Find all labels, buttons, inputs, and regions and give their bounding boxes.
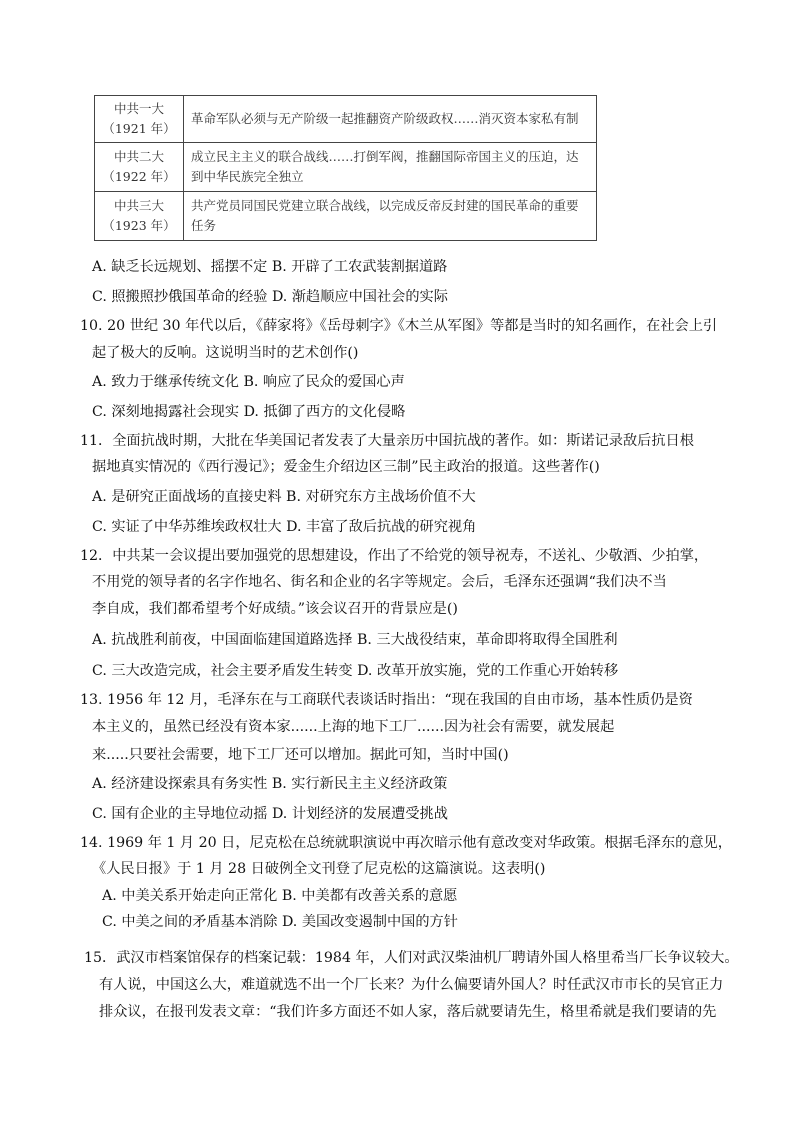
meeting-cell [95, 192, 184, 241]
q10-stem-line1: 10. 20 世纪 30 年代以后，《薛家将》《岳母刺字》《木兰从军图》等都是当时的知名画作，在社会上引 [80, 318, 718, 334]
q12-stem-line1: 12．中共某一会议提出要加强党的思想建设，作出了不给党的领导祝寿，不送礼、少敬酒、少拍掌， [80, 548, 709, 564]
meeting-name: 中共一大 [113, 101, 164, 116]
q13-stem-line1: 13. 1956 年 12 月，毛泽东在与工商联代表谈话时指出：“现在我国的自由市场，基本性质仍是资 [80, 692, 693, 708]
q11-options-cd: C. 实证了中华苏维埃政权壮大 D. 丰富了敌后抗战的研究视角 [92, 519, 477, 535]
meeting-cell [95, 143, 184, 192]
q15-stem-line2: 有人说，中国这么大，难道就选不出一个厂长来？为什么偏要请外国人？时任武汉市市长的吴官正力 [99, 977, 724, 993]
q9-options-ab: A. 缺乏长远规划、摇摆不定 B. 开辟了工农武装割据道路 [92, 259, 448, 275]
q15-stem-line1: 15．武汉市档案馆保存的档案记载：1984 年，人们对武汉柴油机厂聘请外国人格里希当厂长争议较大。 [84, 950, 739, 966]
meeting-year: （1921 年） [102, 121, 176, 136]
q14-stem-line2: 《人民日报》于 1 月 28 日破例全文刊登了尼克松的这篇演说。这表明() [92, 861, 546, 877]
q10-stem-line2: 起了极大的反响。这说明当时的艺术创作() [92, 345, 359, 361]
q11-stem-line1: 11．全面抗战时期，大批在华美国记者发表了大量亲历中国抗战的著作。如：斯诺记录敌后抗日根 [80, 433, 694, 449]
table-row [95, 143, 597, 192]
q12-options-ab: A. 抗战胜利前夜，中国面临建国道路选择 B. 三大战役结束，革命即将取得全国胜利 [92, 632, 618, 648]
meeting-name: 中共二大 [113, 149, 164, 164]
table-row [95, 96, 597, 143]
table-row [95, 192, 597, 241]
q11-stem-line2: 据地真实情况的《西行漫记》；爱金生介绍边区三制”民主政治的报道。这些著作() [92, 459, 600, 475]
meeting-name: 中共三大 [113, 198, 164, 213]
meeting-cell [95, 96, 184, 143]
q12-options-cd: C. 三大改造完成，社会主要矛盾发生转变 D. 改革开放实施，党的工作重心开始转移 [92, 663, 619, 679]
q12-stem-line3: 李自成，我们都希望考个好成绩。”该会议召开的背景应是() [92, 601, 458, 617]
content-cell: 成立民主主义的联合战线……打倒军阀，推翻国际帝国主义的压迫，达到中华民族完全独立 [184, 143, 597, 192]
q12-stem-line2: 不用党的领导者的名字作地名、街名和企业的名字等规定。会后，毛泽东还强调“我们决不当 [92, 574, 667, 590]
content-cell: 革命军队必须与无产阶级一起推翻资产阶级政权……消灭资本家私有制 [184, 96, 597, 143]
history-table [94, 95, 597, 241]
content-cell: 共产党员同国民党建立联合战线，以完成反帝反封建的国民革命的重要任务 [184, 192, 597, 241]
q13-options-cd: C. 国有企业的主导地位动摇 D. 计划经济的发展遭受挑战 [92, 806, 448, 822]
q9-options-cd: C. 照搬照抄俄国革命的经验 D. 渐趋顺应中国社会的实际 [92, 289, 448, 305]
q14-options-cd: C. 中美之间的矛盾基本消除 D. 美国改变遏制中国的方针 [102, 914, 458, 930]
q14-stem-line1: 14. 1969 年 1 月 20 日，尼克松在总统就职演说中再次暗示他有意改变对华政策。根据毛泽东的意见， [80, 835, 732, 851]
q11-options-ab: A. 是研究正面战场的直接史料 B. 对研究东方主战场价值不大 [92, 489, 476, 505]
q13-stem-line3: 来.....只要社会需要，地下工厂还可以增加。据此可知，当时中国() [92, 747, 509, 763]
q13-options-ab: A. 经济建设探索具有务实性 B. 实行新民主主义经济政策 [92, 776, 448, 792]
q14-options-ab: A. 中美关系开始走向正常化 B. 中美都有改善关系的意愿 [102, 888, 458, 904]
meeting-year: （1922 年） [102, 169, 176, 184]
q10-options-ab: A. 致力于继承传统文化 B. 响应了民众的爱国心声 [92, 374, 405, 390]
q10-options-cd: C. 深刻地揭露社会现实 D. 抵御了西方的文化侵略 [92, 404, 406, 420]
meeting-year: （1923 年） [102, 218, 176, 233]
q15-stem-line3: 排众议，在报刊发表文章：“我们许多方面还不如人家，落后就要请先生，格里希就是我们要请的先 [99, 1004, 717, 1020]
q13-stem-line2: 本主义的，虽然已经没有资本家......上海的地下工厂......因为社会有需要，就发展起 [92, 719, 615, 735]
